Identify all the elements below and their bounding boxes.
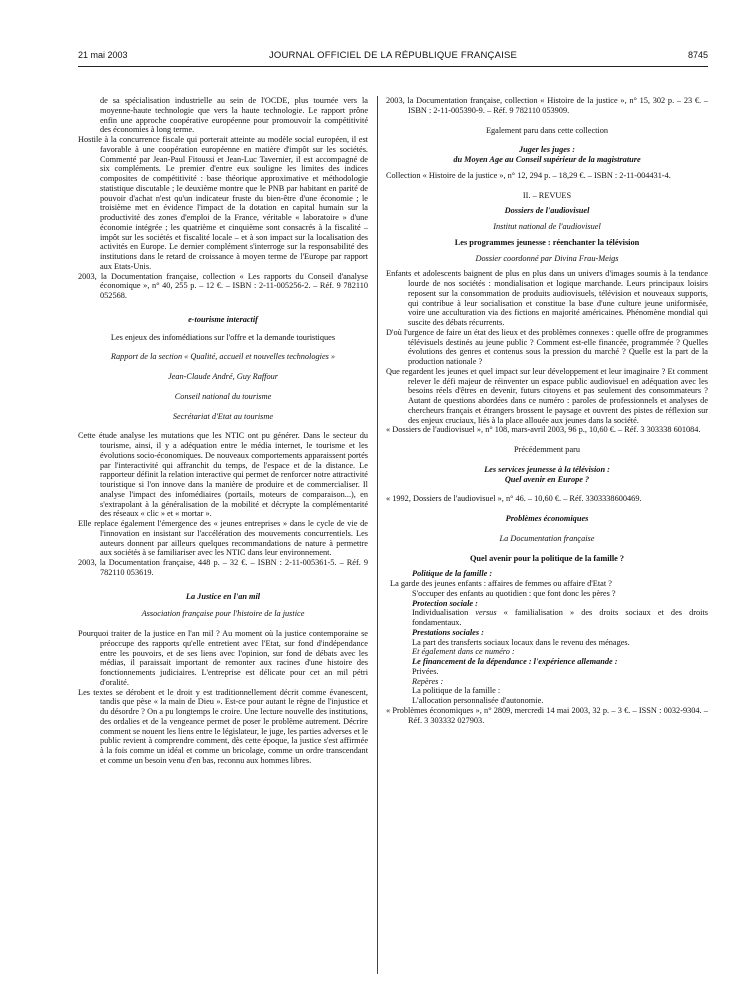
book-title: du Moyen Age au Conseil supérieur de la magistrature: [453, 155, 641, 164]
organization: Conseil national du tourisme: [174, 391, 272, 401]
section-heading-revues: II. – REVUES: [522, 190, 572, 200]
topic-item: La garde des jeunes enfants : affaires de femmes ou affaire d'Etat ?: [390, 579, 612, 588]
report-line: Rapport de la section « Qualité, accueil et nouvelles technologies »: [110, 352, 336, 362]
topic-label: Protection sociale :: [412, 598, 478, 608]
column-divider: [377, 96, 378, 974]
paragraph: Elle replace également l'émergence des « jeunes entreprises » dans le cycle de vie de l'innovation en insistant sur l'accélération des mouvements concurrentiels. Les auteurs donnent par ailleurs quelques recommandations de nature à permettre aux sociétés à se familiariser avec les NTIC dans leur environnement.: [78, 519, 368, 558]
coordinator: Dossier coordonné par Divina Frau-Meigs: [475, 253, 619, 263]
previously-published: Précédemment paru: [513, 445, 581, 454]
publisher: Institut national de l'audiovisuel: [493, 222, 601, 231]
reference: 2003, la Documentation française, collection « Les rapports du Conseil d'analyse économique », n° 40, 255 p. – 12 €. – ISBN : 2-11-005256-2. – Réf. 9 782110 052568.: [78, 271, 368, 300]
topic-item: La politique de la famille :: [412, 686, 501, 696]
paragraph: de sa spécialisation industrielle au sein de l'OCDE, plus tournée vers la moyenne-haute technologie que vers la haute technologie. Le rapport prône enfin une approche coopérative européenne pour promouvoir la compétitivité des économies à long terme.: [100, 96, 368, 135]
left-column: [78, 96, 368, 766]
authors: Jean-Claude André, Guy Raffour: [168, 372, 278, 381]
article-title: Quel avenir pour la politique de la famille ?: [469, 553, 625, 563]
paragraph: Enfants et adolescents baignent de plus en plus dans un univers d'images soumis à la tendance lourde de nos sociétés : mondialisation et logique marchande. Leurs principaux loisirs reposent sur la consommation de produits audiovisuels, télévision et nouveaux supports, qui contribue à leur socialisation et constitue la base d'une culture jeune uniformisée, voire une acculturation via des fictions en majorité américaines. Phénomène mondial qui suscite des débats récurrents.: [386, 269, 708, 327]
book-title: Juger les juges :: [518, 145, 575, 155]
reference: « 1992, Dossiers de l'audiovisuel », n° 46. – 10,60 €. – Réf. 3303338600469.: [386, 494, 642, 504]
journal-title: JOURNAL OFFICIEL DE LA RÉPUBLIQUE FRANÇAISE: [268, 50, 518, 61]
review-title: Problèmes économiques: [505, 514, 589, 523]
section-title-etourisme: e-tourisme interactif: [188, 314, 258, 324]
topic-label: Le financement de la dépendance : l'expérience allemande :: [412, 657, 618, 666]
paragraph: Que regardent les jeunes et quel impact sur leur développement et leur imaginaire ? Et comment relever le défi majeur de réinventer un espace public audiovisuel en adéquation avec les besoins réels d'êtres en devenir, futurs citoyens et pas seulement des consommateurs ? Autant de questions abordées dans ce numéro : paroles de professionnels et analyses de chercheurs français et étrangers brossent le paysage et ouvrent des pistes de réflexion sur des enjeux cruciaux, liés à la place allouée aux jeunes dans la société.: [386, 366, 708, 425]
right-column: [386, 96, 708, 725]
topic-label: Repères :: [412, 676, 444, 686]
page-header: [78, 50, 708, 64]
subtitle: Les enjeux des infomédiations sur l'offre et la demande touristiques: [110, 332, 336, 342]
organization: Association française pour l'histoire de la justice: [141, 609, 305, 619]
topic-item: La part des transferts sociaux locaux dans le revenu des ménages.: [412, 637, 630, 647]
organization: Secrétariat d'Etat au tourisme: [172, 411, 274, 421]
reference: « Dossiers de l'audiovisuel », n° 108, mars-avril 2003, 96 p., 10,60 €. – Réf. 3 303338 601084.: [386, 425, 701, 435]
topic-label: Et également dans ce numéro :: [412, 647, 515, 657]
publisher: La Documentation française: [499, 533, 595, 543]
review-title: Dossiers de l'audiovisuel: [504, 206, 590, 216]
contents-list: [386, 569, 708, 706]
text-part: versus: [475, 608, 497, 618]
text-part: Individualisation: [412, 608, 476, 618]
paragraph: Les textes se dérobent et le droit y est traditionnellement décrit comme évanescent, tandis que pèse « la main de Dieu ». Est-ce pour autant le règne de l'injustice et du désordre ? On a pu longtemps le croire. Une lecture nouvelle des institutions, des ordalies et de la vengeance permet de poser le problème autrement. Décrire comment se nouent les liens entre le législateur, le juge, les parties adverses et le public revient à comprendre comment, dès cette époque, la justice s'est affirmée à la fois comme un idéal et comme un bricolage, comme un ordre transcendant et comme un besoin venu d'en bas, reconnu aux hommes libres.: [78, 687, 368, 765]
section-title-justice: La Justice en l'an mil: [185, 591, 261, 601]
book-title: Les services jeunesse à la télévision :: [484, 464, 610, 474]
topic-label: Politique de la famille :: [412, 569, 493, 579]
text-part: « familialisation » des droits sociaux et des droits fondamentaux.: [412, 608, 708, 627]
topic-item: S'occuper des enfants au quotidien : que font donc les pères ?: [412, 588, 616, 598]
topic-item: [386, 608, 708, 628]
paragraph: Cette étude analyse les mutations que les NTIC ont pu générer. Dans le secteur du tourisme, ainsi, il y a adéquation entre le média internet, le tourisme et les évolutions socio-économiques. De nouveaux comportements apparaissent portés par l'interactivité qui affranchit du temps, de l'espace et de la distance. Le rapporteur définit la relation interactive qui permet de renforcer notre attractivité touristique si l'on innove dans la manière de produire et de commercialiser. Il analyse l'impact des infomédiaires (portails, moteurs de comparaison...), en s'extrapolant à la généralisation de la mobilité et décrypte la complémentarité des réseaux « clic » et « mortar ».: [78, 431, 368, 519]
paragraph: D'où l'urgence de faire un état des lieux et des problèmes connexes : quelle offre de programmes télévisuels destinés au jeune public ? Comment est-elle financée, programmée ? Quelles évolutions des genres et contenus sous la pression du marché ? Quelle est la part de la production nationale ?: [386, 327, 708, 366]
reference: Collection « Histoire de la justice », n° 12, 294 p. – 18,29 €. – ISBN : 2-11-004431-4.: [386, 170, 671, 180]
page-number: 8745: [687, 50, 708, 60]
header-rule: [78, 66, 708, 67]
article-title: Les programmes jeunesse : réenchanter la télévision: [454, 237, 640, 247]
book-title: Quel avenir en Europe ?: [504, 474, 590, 484]
reference: 2003, la Documentation française, collection « Histoire de la justice », n° 15, 302 p. – 23 €. – ISBN : 2-11-005390-9. – Réf. 9 782110 053909.: [386, 96, 708, 115]
topic-item: Privées.: [412, 666, 439, 676]
paragraph: Pourquoi traiter de la justice en l'an mil ? Au moment où la justice contemporaine se préoccupe des rapports qu'elle entretient avec l'Etat, sur fond d'indépendance entre les pouvoirs, et de ses liens avec l'opinion, sur fond de débats avec les médias, il paraissait important de remonter aux racines d'une histoire des fonctionnements judiciaires. L'entreprise est délicate pour cet an mil pétri d'oralité.: [78, 629, 368, 687]
paragraph: Hostile à la concurrence fiscale qui porterait atteinte au modèle social européen, il est favorable à une coopération européenne en matière d'impôt sur les sociétés. Commenté par Jean-Paul Fitoussi et Jean-Luc Tavernier, il est accompagné de six compléments. Le premier d'entre eux souligne les limites des indices composites de compétitivité : base théorique approximative et méthodologie statistique discutable ; le deuxième montre que le PNB par habitant en parité de pouvoir d'achat n'est qu'un indicateur fruste du bien-être d'une économie ; le troisième met en évidence l'impact de la dotation en capital humain sur la productivité des zones d'emploi de la France, véritable « laboratoire » d'une économie intégrée ; les quatrième et cinquième sont consacrés à la fiscalité – impôt sur les sociétés et fiscalité locale – et à son impact sur la localisation des activités en Europe. Le dernier complément s'interroge sur la responsabilité des institutions dans le retard de croissance à moyen terme de l'Europe par rapport aux Etats-Unis.: [78, 135, 368, 271]
issue-date: 21 mai 2003: [78, 50, 128, 60]
reference: « Problèmes économiques », n° 2809, mercredi 14 mai 2003, 32 p. – 3 €. – ISSN : 0032-9304. – Réf. 3 303332 027903.: [386, 705, 708, 725]
topic-label: Prestations sociales :: [412, 627, 484, 637]
reference: 2003, la Documentation française, 448 p. – 32 €. – ISBN : 2-11-005361-5. – Réf. 9 782110 053619.: [78, 558, 368, 577]
topic-item: L'allocation personnalisée d'autonomie.: [412, 696, 544, 705]
also-published: Egalement paru dans cette collection: [485, 125, 609, 135]
